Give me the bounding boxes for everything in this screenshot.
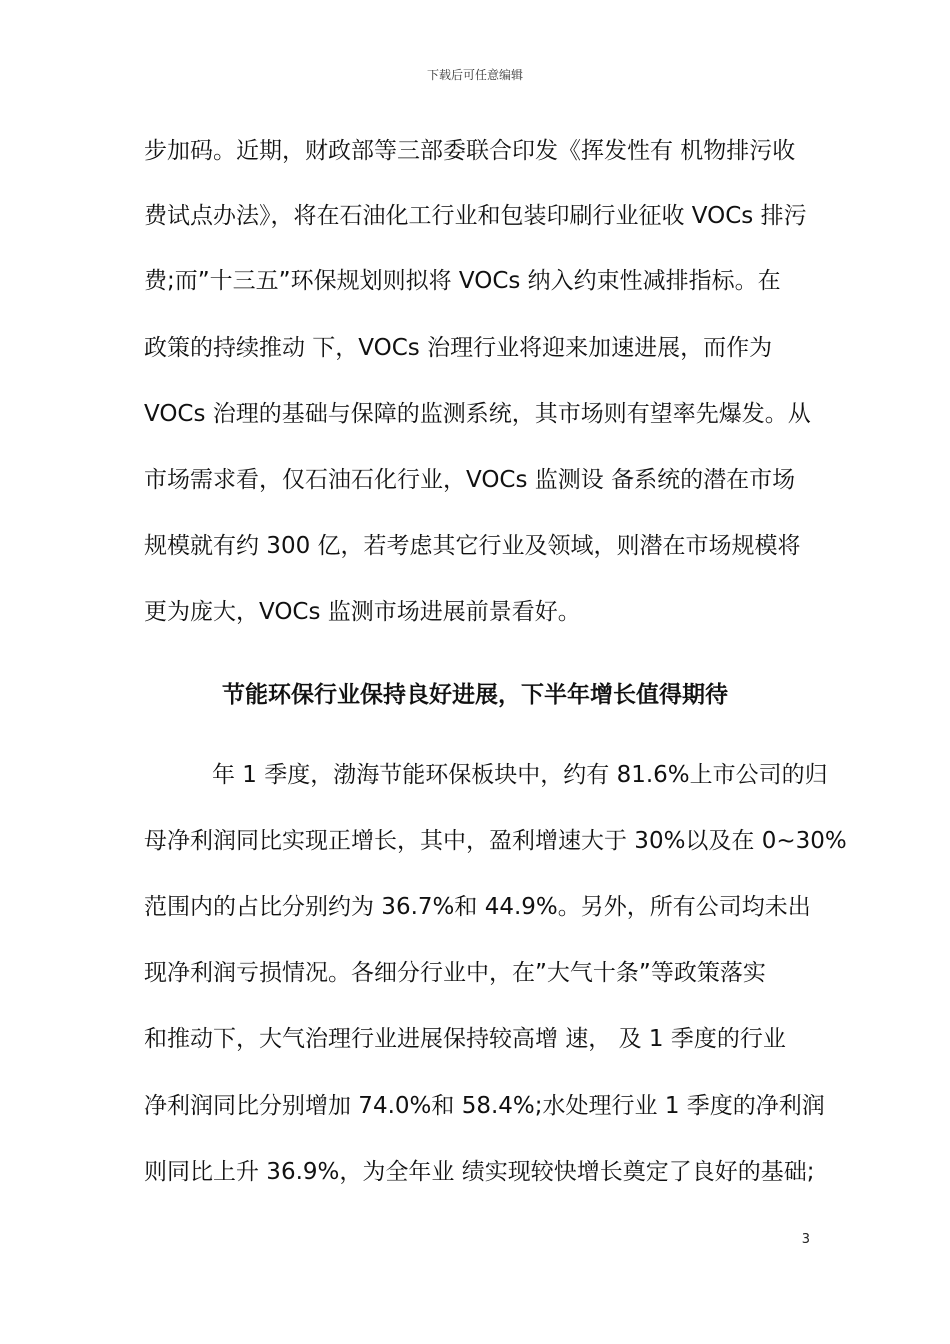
paragraph-line: 步加码。近期，财政部等三部委联合印发《挥发性有 机物排污收 (144, 138, 796, 164)
paragraph-line: 现净利润亏损情况。各细分行业中，在”大气十条”等政策落实 (144, 960, 766, 986)
paragraph-line: 费试点办法》，将在石油化工行业和包装印刷行业征收 VOCs 排污 (144, 203, 807, 229)
paragraph-line: 和推动下，大气治理行业进展保持较高增 速， 及 1 季度的行业 (144, 1026, 786, 1052)
paragraph-line: 市场需求看，仅石油石化行业，VOCs 监测设 备系统的潜在市场 (144, 467, 796, 493)
paragraph-line: 费;而”十三五”环保规划则拟将 VOCs 纳入约束性减排指标。在 (144, 268, 781, 294)
page-header: 下载后可任意编辑 (426, 68, 523, 82)
paragraph-line: 净利润同比分别增加 74.0%和 58.4%;水处理行业 1 季度的净利润 (144, 1093, 825, 1119)
paragraph-line: 范围内的占比分别约为 36.7%和 44.9%。另外，所有公司均未出 (144, 894, 811, 920)
paragraph-line: 母净利润同比实现正增长，其中，盈利增速大于 30%以及在 0~30% (144, 828, 847, 854)
paragraph-line: 政策的持续推动 下，VOCs 治理行业将迎来加速进展，而作为 (144, 335, 773, 361)
page-number: 3 (801, 1232, 810, 1247)
section-heading: 节能环保行业保持良好进展，下半年增长值得期待 (222, 682, 728, 708)
paragraph-line: 规模就有约 300 亿，若考虑其它行业及领域，则潜在市场规模将 (144, 533, 801, 559)
paragraph-line: 则同比上升 36.9%，为全年业 绩实现较快增长奠定了良好的基础; (144, 1159, 815, 1185)
paragraph-line: 年 1 季度，渤海节能环保板块中，约有 81.6%上市公司的归 (212, 762, 828, 788)
paragraph-line: 更为庞大，VOCs 监测市场进展前景看好。 (144, 599, 581, 625)
paragraph-line: VOCs 治理的基础与保障的监测系统，其市场则有望率先爆发。从 (144, 401, 811, 427)
